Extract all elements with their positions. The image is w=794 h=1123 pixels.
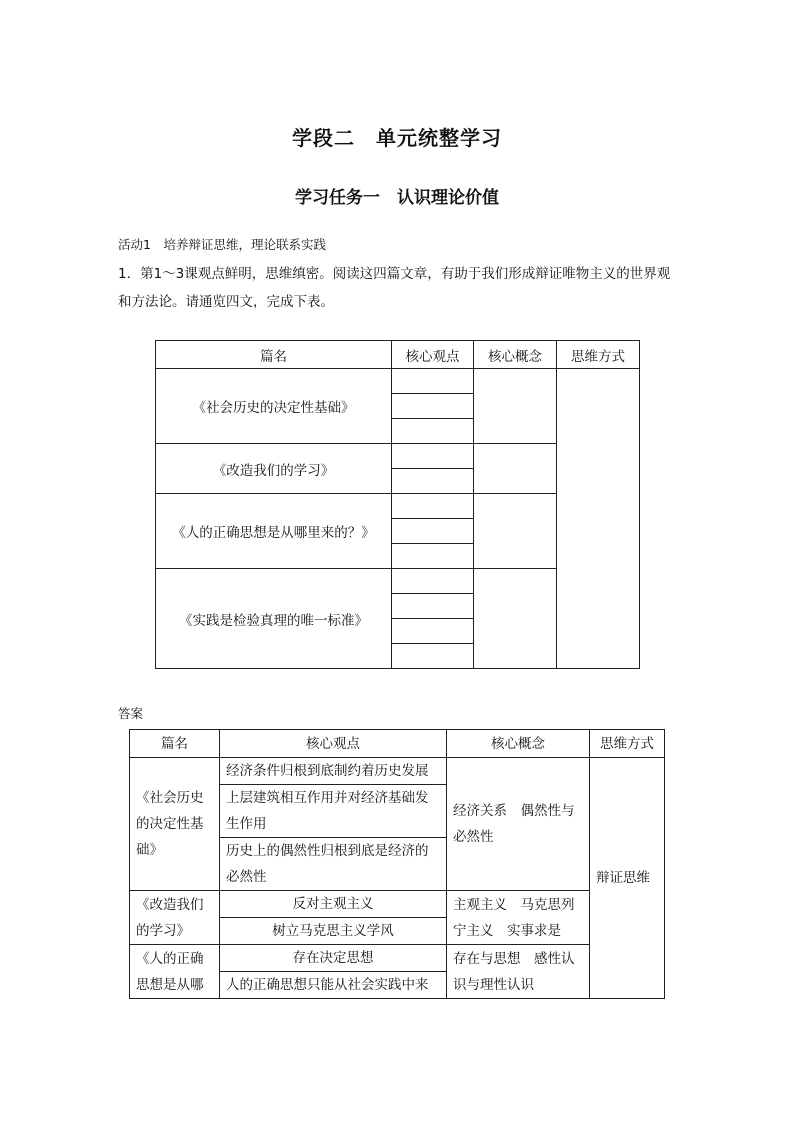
activity-heading: 活动1 培养辩证思维，理论联系实践 (118, 237, 326, 252)
blank-concept-cell[interactable] (474, 369, 557, 444)
worksheet-title-cell: 《社会历史的决定性基础》 (156, 369, 392, 444)
blank-thinking-cell[interactable] (557, 369, 640, 669)
answer-header-title: 篇名 (130, 730, 220, 758)
answer-view-cell: 历史上的偶然性归根到底是经济的必然性 (220, 838, 447, 891)
answer-title-cell: 《改造我们的学习》 (130, 891, 220, 945)
worksheet-header-row (156, 341, 640, 369)
answer-view-cell: 反对主观主义 (220, 891, 447, 918)
blank-view-cell[interactable] (392, 644, 474, 669)
answer-concept-cell: 主观主义 马克思列宁主义 实事求是 (447, 891, 590, 945)
answer-header-core-view: 核心观点 (220, 730, 447, 758)
answer-thinking-cell: 辩证思维 (590, 758, 665, 999)
answer-header-thinking: 思维方式 (590, 730, 665, 758)
blank-view-cell[interactable] (392, 419, 474, 444)
blank-view-cell[interactable] (392, 544, 474, 569)
blank-view-cell[interactable] (392, 569, 474, 594)
blank-view-cell[interactable] (392, 619, 474, 644)
answer-view-cell: 存在决定思想 (220, 945, 447, 972)
blank-view-cell[interactable] (392, 444, 474, 469)
blank-concept-cell[interactable] (474, 494, 557, 569)
answer-view-cell: 人的正确思想只能从社会实践中来 (220, 972, 447, 999)
page-title: 学段二 单元统整学习 (292, 126, 502, 150)
answer-view-cell: 经济条件归根到底制约着历史发展 (220, 758, 447, 785)
worksheet-table (155, 340, 640, 669)
blank-concept-cell[interactable] (474, 569, 557, 669)
blank-view-cell[interactable] (392, 394, 474, 419)
blank-view-cell[interactable] (392, 594, 474, 619)
blank-view-cell[interactable] (392, 494, 474, 519)
answer-view-cell: 上层建筑相互作用并对经济基础发生作用 (220, 785, 447, 838)
task-title: 学习任务一 认识理论价值 (295, 188, 499, 208)
answer-header-core-concept: 核心概念 (447, 730, 590, 758)
answer-table (129, 729, 665, 999)
header-title: 篇名 (156, 341, 392, 369)
worksheet-title-cell: 《人的正确思想是从哪里来的？》 (156, 494, 392, 569)
blank-view-cell[interactable] (392, 369, 474, 394)
answer-concept-cell: 存在与思想 感性认识与理性认识 (447, 945, 590, 999)
blank-concept-cell[interactable] (474, 444, 557, 494)
blank-view-cell[interactable] (392, 469, 474, 494)
answer-title-cell: 《社会历史的决定性基础》 (130, 758, 220, 891)
answer-title-cell: 《人的正确思想是从哪 (130, 945, 220, 999)
answer-concept-cell: 经济关系 偶然性与必然性 (447, 758, 590, 891)
header-core-concept: 核心概念 (474, 341, 557, 369)
blank-view-cell[interactable] (392, 519, 474, 544)
answer-header-row (130, 730, 665, 758)
header-core-view: 核心观点 (392, 341, 474, 369)
question-text: 1．第1～3课观点鲜明，思维缜密。阅读这四篇文章，有助于我们形成辩证唯物主义的世界观和方法论。请通览四文，完成下表。 (118, 266, 671, 310)
header-thinking: 思维方式 (557, 341, 640, 369)
worksheet-title-cell: 《实践是检验真理的唯一标准》 (156, 569, 392, 669)
answer-label: 答案 (118, 706, 144, 721)
answer-view-cell: 树立马克思主义学风 (220, 918, 447, 945)
worksheet-title-cell: 《改造我们的学习》 (156, 444, 392, 494)
